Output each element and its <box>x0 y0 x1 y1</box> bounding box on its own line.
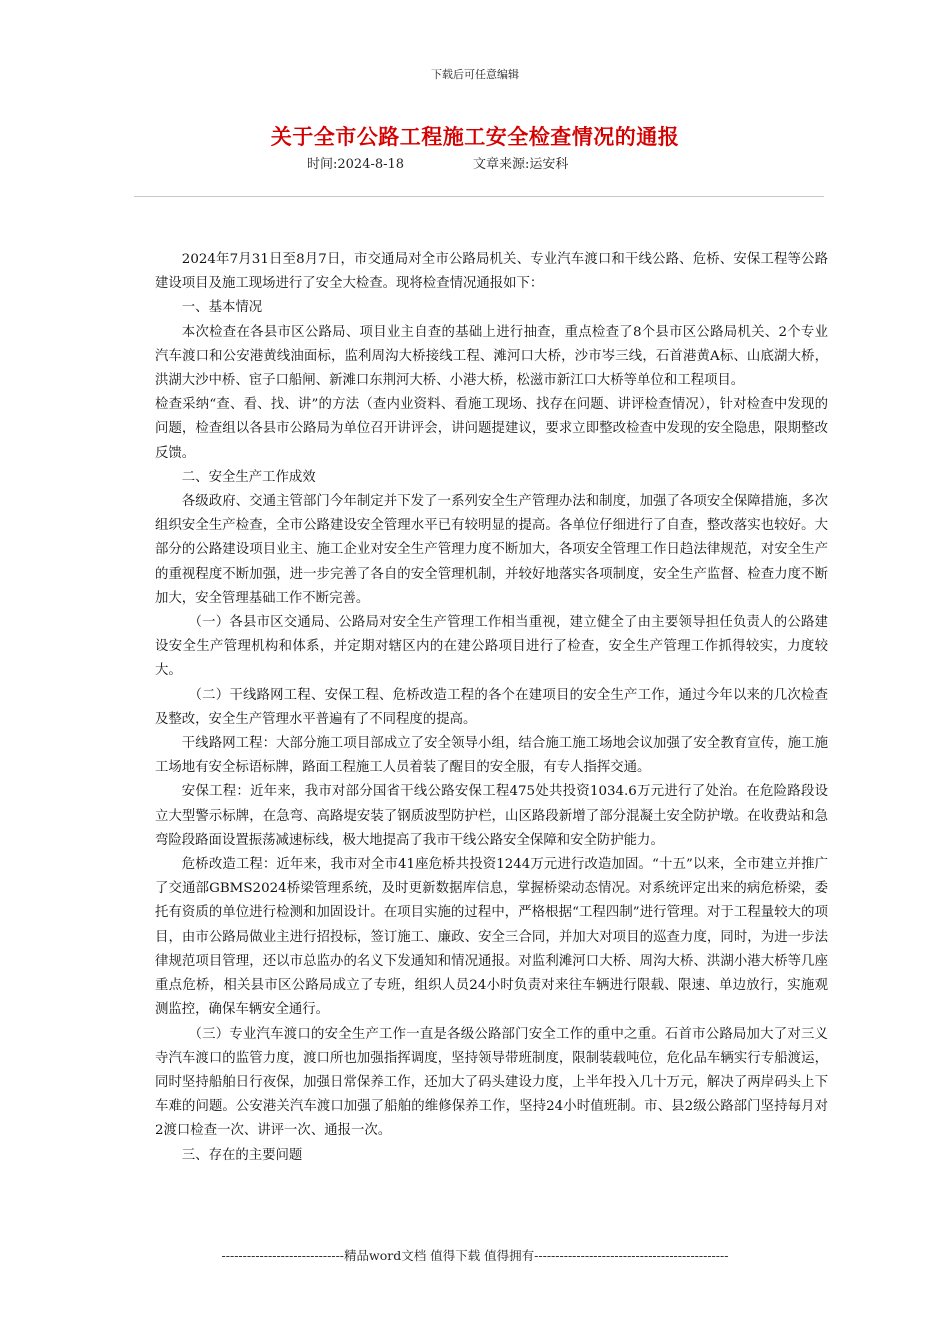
body-paragraph: 本次检查在各县市区公路局、项目业主自查的基础上进行抽查，重点检查了8个县市区公路局机关、2个专业汽车渡口和公安港黄线油面标，监利周沟大桥接线工程、滩河口大桥，沙市岑三线，石首港黄A标、山底湖大桥，洪湖大沙中桥、宦子口船闸、新滩口东荆河大桥、小港大桥，松滋市新江口大桥等单位和工程项目。 <box>155 324 828 389</box>
body-paragraph: 安保工程：近年来，我市对部分国省干线公路安保工程475处共投资1034.6万元进行了处治。在危险路段设立大型警示标牌，在急弯、高路堤安装了钢质波型防护栏，山区路段新增了部分混凝土安全防护墩。在收费站和急弯险段路面设置振荡减速标线，极大地提高了我市干线公路安全保障和安全防护能力。 <box>155 784 828 848</box>
body-paragraph: （三）专业汽车渡口的安全生产工作一直是各级公路部门安全工作的重中之重。石首市公路局加大了对三义寺汽车渡口的监管力度，渡口所也加强指挥调度，坚持领导带班制度，限制装载吨位，危化品车辆实行专船渡运，同时坚持船舶日行夜保，加强日常保养工作，还加大了码头建设力度，上半年投入几十万元，解决了两岸码头上下车难的问题。公安港关汽车渡口加强了船舶的维修保养工作，坚持24小时值班制。市、县2级公路部门坚持每月对2渡口检查一次、讲评一次、通报一次。 <box>155 1026 828 1139</box>
header-divider <box>134 196 824 197</box>
body-paragraph: 危桥改造工程：近年来，我市对全市41座危桥共投资1244万元进行改造加固。“十五”以来，全市建立并推广了交通部GBMS2024桥梁管理系统，及时更新数据库信息，掌握桥梁动态情况。对系统评定出来的病危桥梁，委托有资质的单位进行检测和加固设计。在项目实施的过程中，严格根据“工程四制”进行管理。对于工程量较大的项目，由市公路局做业主进行招投标，签订施工、廉政、安全三合同，并加大对项目的巡查力度，同时，为进一步法律规范项目管理，还以市总监办的名义下发通知和情况通报。对监利滩河口大桥、周沟大桥、洪湖小港大桥等几座重点危桥，相关县市区公路局成立了专班，组织人员24小时负责对来往车辆进行限载、限速、单边放行，实施观测监控，确保车辆安全通行。 <box>155 857 828 1018</box>
publish-date: 时间:2024-8-18 <box>307 157 405 172</box>
section-heading-basic: 一、基本情况 <box>181 300 263 316</box>
section-heading-problems: 三、存在的主要问题 <box>181 1147 303 1163</box>
article-body <box>155 248 828 1168</box>
body-paragraph: 各级政府、交通主管部门今年制定并下发了一系列安全生产管理办法和制度，加强了各项安全保障措施，多次组织安全生产检查，全市公路建设安全管理水平已有较明显的提高。各单位仔细进行了自查，整改落实也较好。大部分的公路建设项目业主、施工企业对安全生产管理力度不断加大，各项安全管理工作日趋法律规范，对安全生产的重视程度不断加强，进一步完善了各自的安全管理机制，并较好地落实各项制度，安全生产监督、检查力度不断加大，安全管理基础工作不断完善。 <box>155 494 828 606</box>
header-note: 下载后可任意编辑 <box>431 68 519 81</box>
body-paragraph: （二）干线路网工程、安保工程、危桥改造工程的各个在建项目的安全生产工作，通过今年以来的几次检查及整改，安全生产管理水平普遍有了不同程度的提高。 <box>155 687 828 727</box>
intro-paragraph: 2024年7月31日至8月7日，市交通局对全市公路局机关、专业汽车渡口和干线公路、危桥、安保工程等公路建设项目及施工现场进行了安全大检查。现将检查情况通报如下： <box>155 252 828 292</box>
body-paragraph: （一）各县市区交通局、公路局对安全生产管理工作相当重视，建立健全了由主要领导担任负责人的公路建设安全生产管理机构和体系，并定期对辖区内的在建公路项目进行了检查，安全生产管理工作抓得较实，力度较大。 <box>155 615 828 679</box>
section-heading-results: 二、安全生产工作成效 <box>181 469 316 485</box>
body-paragraph: 检查采纳“查、看、找、讲”的方法（查内业资料、看施工现场、找存在问题、讲评检查情况），针对检查中发现的问题，检查组以各县市公路局为单位召开讲评会，讲问题提建议，要求立即整改检查中发现的安全隐患，限期整改反馈。 <box>155 397 828 461</box>
article-source: 文章来源:运安科 <box>473 157 569 172</box>
page-title: 关于全市公路工程施工安全检查情况的通报 <box>270 124 680 149</box>
body-paragraph: 干线路网工程：大部分施工项目部成立了安全领导小组，结合施工施工场地会议加强了安全教育宣传，施工施工场地有安全标语标牌，路面工程施工人员着装了醒目的安全服，有专人指挥交通。 <box>155 736 828 776</box>
footer-banner: -----------------------------精品word文档 值得下载 值得拥有---------------------------------------------- <box>221 1248 729 1263</box>
